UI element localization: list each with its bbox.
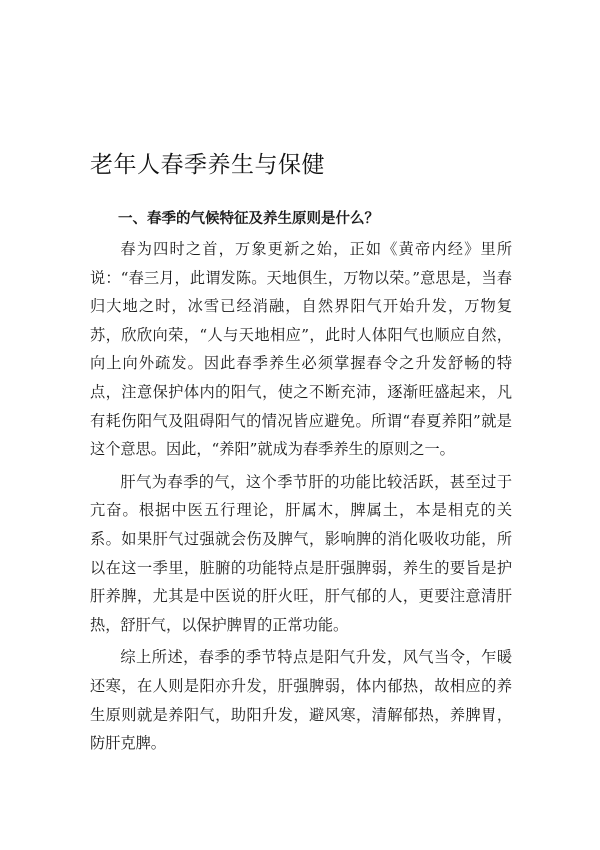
- section-body: [90, 235, 512, 758]
- section-1: [90, 208, 512, 758]
- paragraph-2: 肝气为春季的气，这个季节肝的功能比较活跃，甚至过于亢奋。根据中医五行理论，肝属木，脾属土，本是相克的关系。如果肝气过强就会伤及脾气，影响脾的消化吸收功能，所以在这一季里，脏腑的功能特点是肝强脾弱，养生的要旨是护肝养脾，尤其是中医说的肝火旺，肝气郁的人，更要注意清肝热，舒肝气，以保护脾胃的正常功能。: [90, 472, 512, 634]
- paragraph-1: 春为四时之首，万象更新之始，正如《黄帝内经》里所说：“春三月，此谓发陈。天地俱生，万物以荣。”意思是，当春归大地之时，冰雪已经消融，自然界阳气开始升发，万物复苏，欣欣向荣，“人与天地相应”，此时人体阳气也顺应自然，向上向外疏发。因此春季养生必须掌握春令之升发舒畅的特点，注意保护体内的阳气，使之不断充沛，逐渐旺盛起来，凡有耗伤阳气及阻碍阳气的情况皆应避免。所谓“春夏养阳”就是这个意思。因此，“养阳”就成为春季养生的原则之一。: [90, 240, 512, 459]
- page-title: 老年人春季养生与保健: [90, 152, 325, 178]
- section-heading: 一、春季的气候特征及养生原则是什么？: [118, 211, 379, 227]
- paragraph-3: 综上所述，春季的季节特点是阳气升发，风气当令，乍暖还寒，在人则是阳亦升发，肝强脾弱，体内郁热，故相应的养生原则就是养阳气，助阳升发，避风寒，清解郁热，养脾胃，防肝克脾。: [90, 648, 512, 753]
